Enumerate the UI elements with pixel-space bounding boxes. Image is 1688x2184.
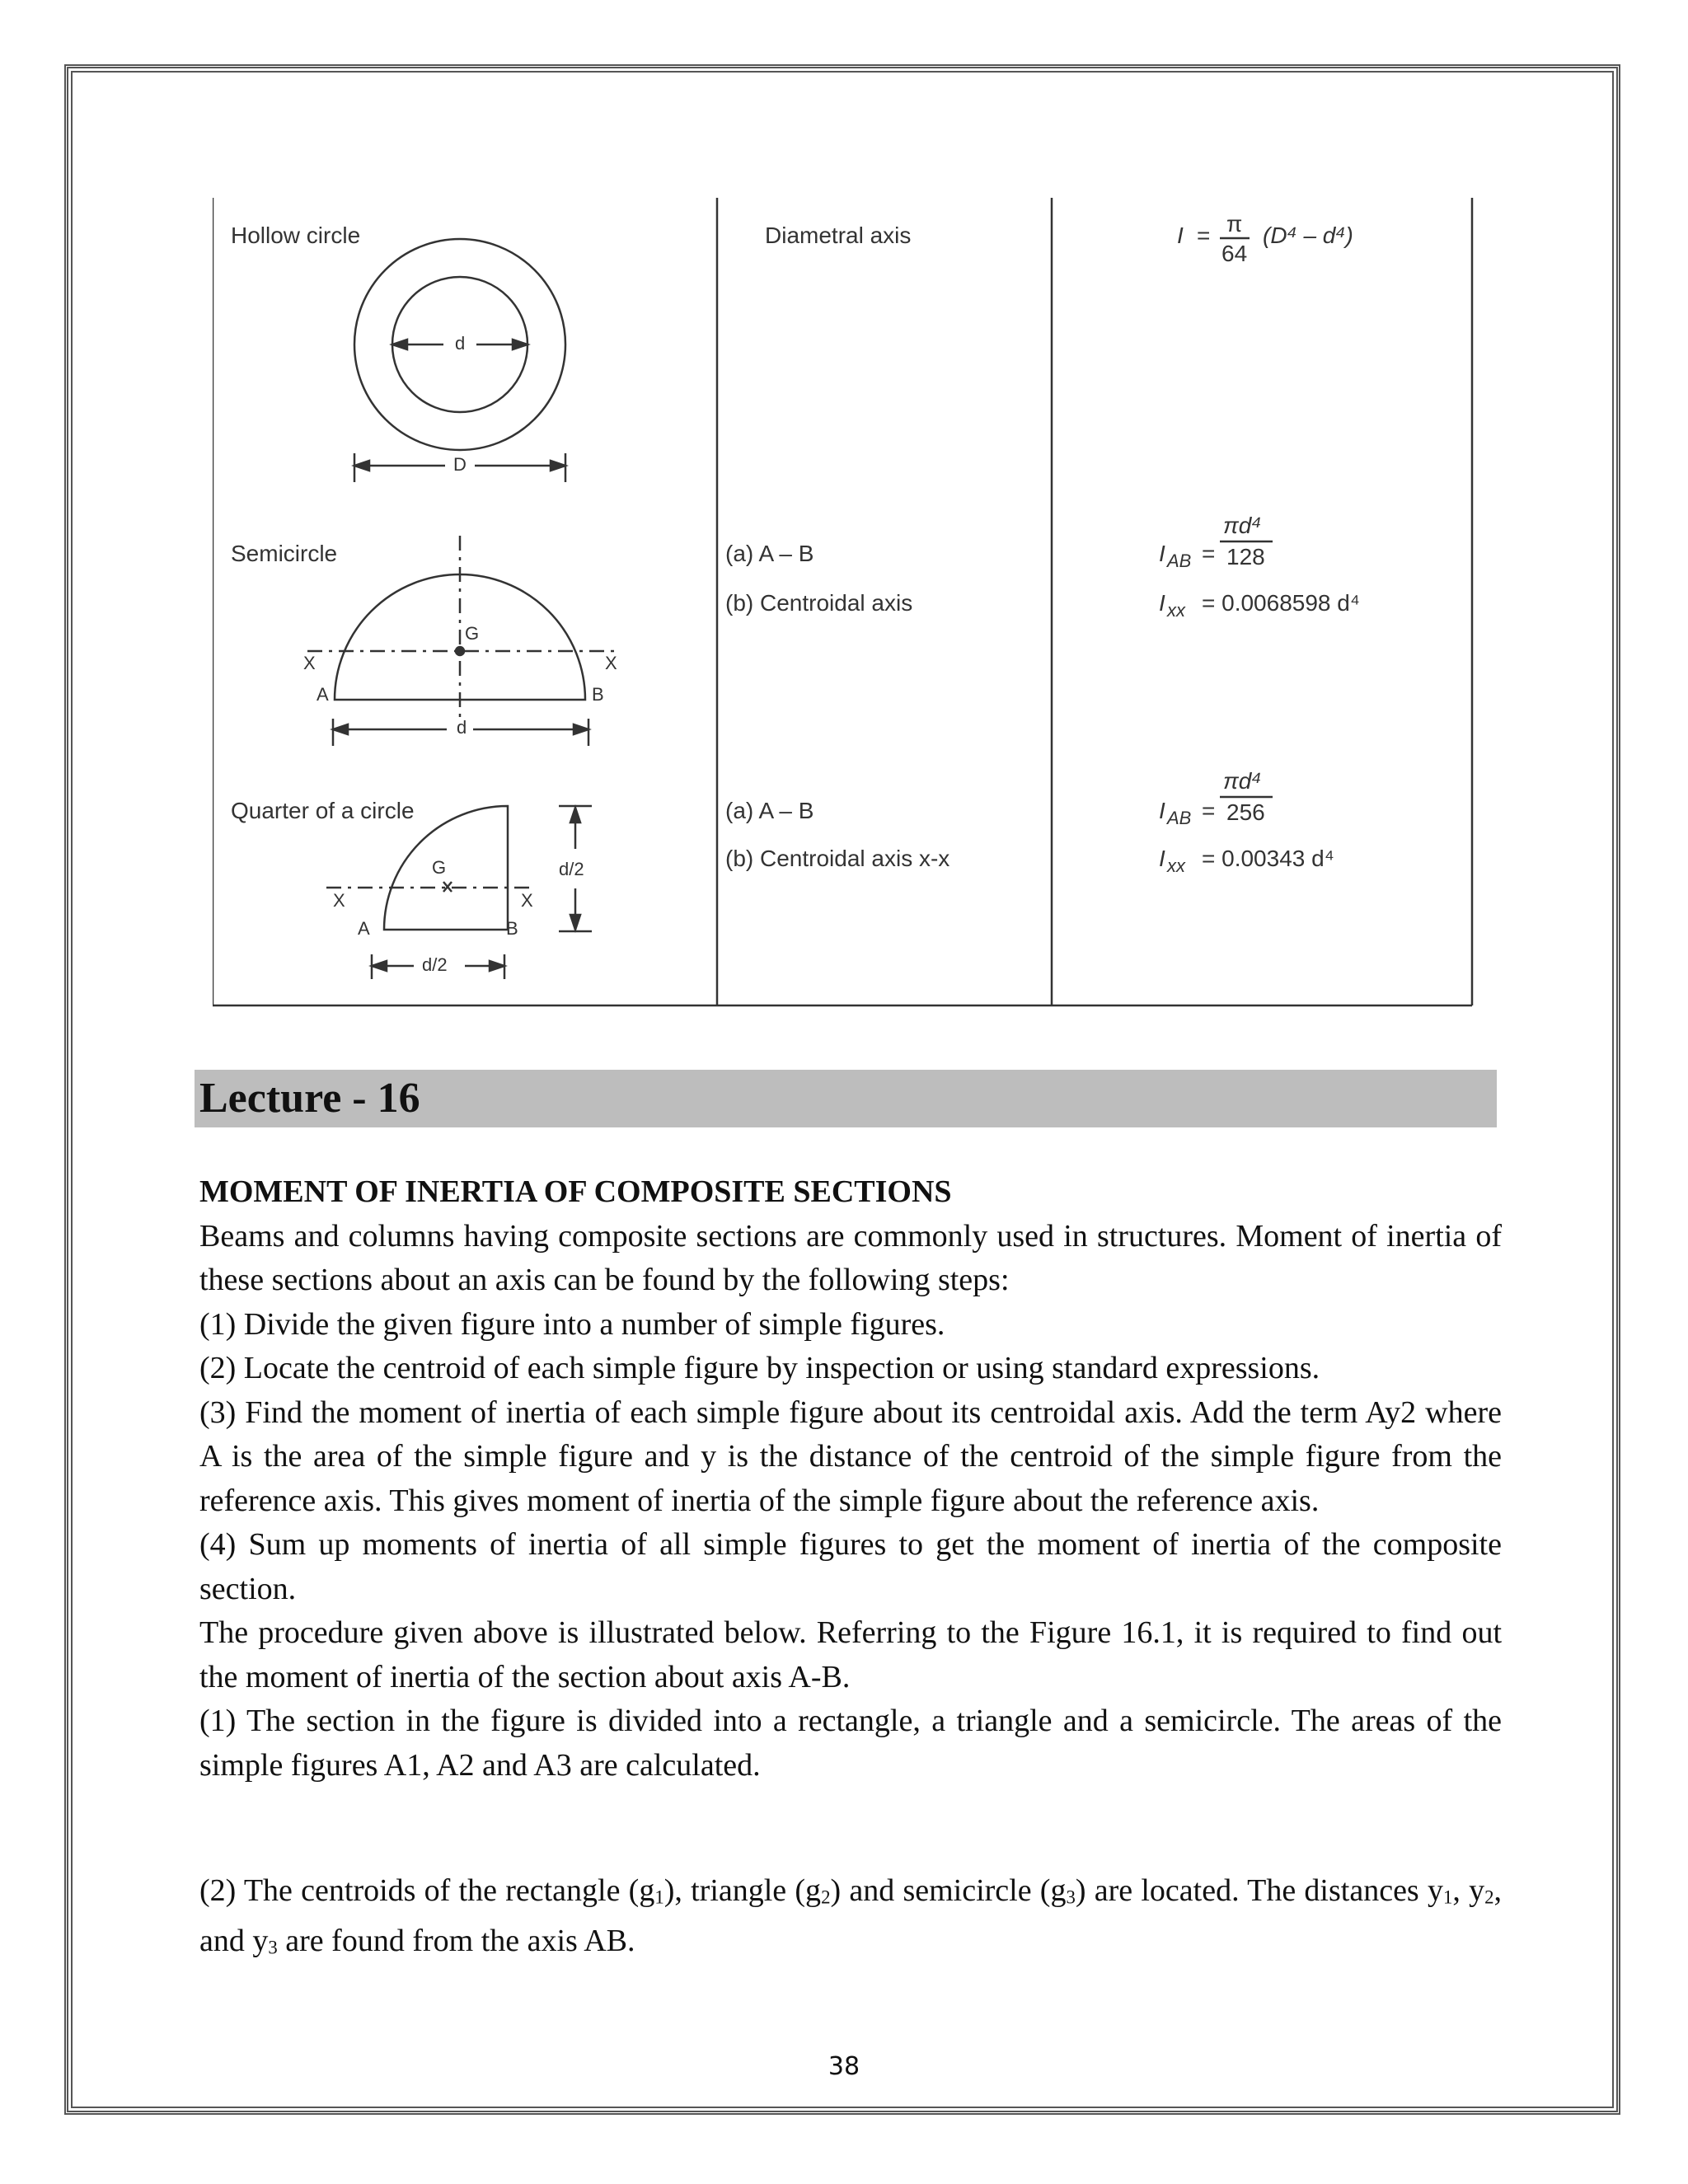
p4-part-f: , and y (199, 1873, 1502, 1958)
axis-quarter-b: (b) Centroidal axis x-x (725, 846, 950, 871)
formula2-lhs1: I (1159, 541, 1165, 566)
page-number: 38 (828, 2052, 860, 2081)
label-G-quarter: G (432, 857, 447, 878)
p4-part-e: , y (1452, 1873, 1485, 1908)
label-B-semi: B (592, 684, 604, 705)
p4-part-a: (2) The centroids of the rectangle (g (199, 1873, 655, 1908)
formula2-lhs2: I (1159, 590, 1165, 616)
step-4: (4) Sum up moments of inertia of all simple figures to get the moment of inertia of the composite section. (199, 1527, 1502, 1606)
p4-part-c: ) and semicircle (g (830, 1873, 1067, 1908)
label-d-inner: d (452, 333, 468, 354)
formula3-sub1: AB (1167, 808, 1192, 828)
moment-of-inertia-table (213, 198, 1474, 1007)
formula3-rest2: = 0.00343 d⁴ (1202, 846, 1334, 871)
p4-sub-g2: 2 (821, 1886, 831, 1908)
formula3-lhs1: I (1159, 798, 1165, 823)
p4-sub-y2: 2 (1484, 1886, 1494, 1908)
label-A-quarter: A (358, 918, 370, 939)
axis-semi-a: (a) A – B (725, 541, 814, 566)
formula3-num: πd⁴ (1223, 768, 1262, 794)
formula1-num: π (1226, 211, 1243, 237)
formula2-rest2: = 0.0068598 d⁴ (1202, 590, 1360, 616)
paragraph-step-1: (1) The section in the figure is divided into a rectangle, a triangle and a semicircle. The areas of the simple figures A1, A2 and A3 are calculated. (199, 1704, 1502, 1783)
formula3-sub2: xx (1167, 855, 1185, 876)
label-G-semi: G (465, 623, 480, 644)
label-A-semi: A (316, 684, 329, 705)
formula1-rest: (D⁴ – d⁴) (1263, 223, 1353, 248)
formula2-num: πd⁴ (1223, 513, 1262, 538)
p4-sub-y1: 1 (1442, 1886, 1453, 1908)
axis-semi-b: (b) Centroidal axis (725, 590, 913, 616)
shape-semicircle: Semicircle (231, 541, 338, 566)
step-1: (1) Divide the given figure into a number of simple figures. (199, 1306, 945, 1342)
formula3-den: 256 (1226, 799, 1265, 825)
body-text (199, 1170, 1502, 1788)
semicircle-drawing (307, 536, 617, 746)
formula2-sub1: AB (1167, 551, 1192, 571)
paragraph-intro: Beams and columns having composite sections are commonly used in structures. Moment of inertia of these sections about an axis can be found by the following steps: (199, 1218, 1502, 1297)
section-heading: MOMENT OF INERTIA OF COMPOSITE SECTIONS (199, 1174, 952, 1209)
formula3-eq: = (1202, 798, 1216, 823)
lecture-title: Lecture - 16 (199, 1075, 420, 1122)
label-X2-quarter: X (521, 890, 533, 911)
label-d2-vertical: d/2 (559, 857, 584, 882)
label-d2-horizontal: d/2 (422, 954, 448, 975)
formula1-den: 64 (1221, 241, 1248, 266)
formula1-lhs: I (1177, 223, 1184, 248)
label-X1-semi: X (303, 653, 316, 673)
step-3: (3) Find the moment of inertia of each simple figure about its centroidal axis. Add the term Ay2 where A is the area of the simple figure and y is the distance of the centroid of the simple figure from the reference axis. This gives moment of inertia of the simple figure about the reference axis. (199, 1394, 1502, 1518)
label-X2-semi: X (605, 653, 617, 673)
formula2-den: 128 (1226, 544, 1265, 569)
p4-part-g: are found from the axis AB. (277, 1923, 635, 1958)
formula2-eq: = (1202, 541, 1216, 566)
p4-sub-g3: 3 (1066, 1886, 1076, 1908)
label-X1-quarter: X (333, 890, 345, 911)
quarter-circle-drawing (326, 806, 592, 979)
p4-part-b: ), triangle (g (663, 1873, 822, 1908)
axis-quarter-a: (a) A – B (725, 798, 814, 823)
formula2-sub2: xx (1167, 600, 1185, 621)
p4-part-d: ) are located. The distances y (1075, 1873, 1443, 1908)
label-B-quarter: B (506, 918, 518, 939)
label-d-semi: d (453, 717, 470, 738)
p4-sub-g1: 1 (654, 1886, 664, 1908)
axis-diametral: Diametral axis (765, 223, 912, 248)
shape-hollow-circle: Hollow circle (231, 223, 361, 248)
hollow-circle-drawing (354, 239, 565, 482)
label-D-outer: D (450, 454, 470, 476)
paragraph-procedure: The procedure given above is illustrated below. Referring to the Figure 16.1, it is required to find out the moment of inertia of the section about axis A-B. (199, 1615, 1502, 1694)
formula1-eq: = (1197, 223, 1211, 248)
step-2: (2) Locate the centroid of each simple figure by inspection or using standard expressions. (199, 1351, 1320, 1385)
shape-quarter-circle: Quarter of a circle (231, 798, 415, 823)
paragraph-step-2 (199, 1869, 1502, 1970)
p4-sub-y3: 3 (268, 1937, 278, 1958)
formula3-lhs2: I (1159, 846, 1165, 871)
